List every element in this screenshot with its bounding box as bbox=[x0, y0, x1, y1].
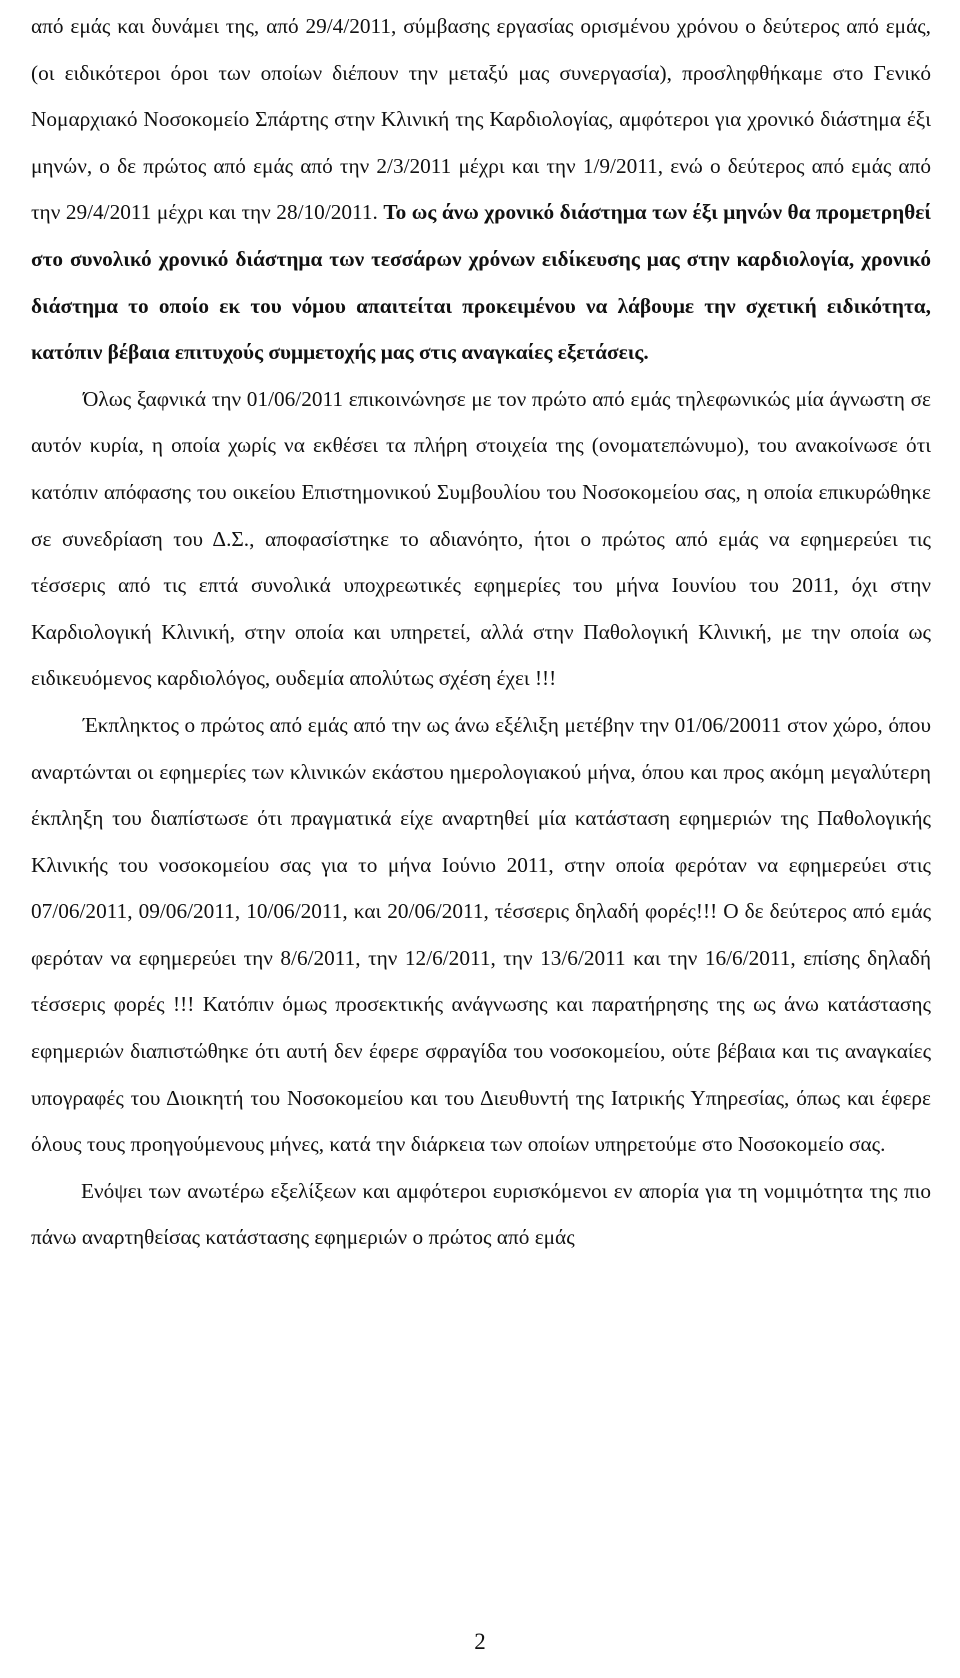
paragraph-4: Ενόψει των ανωτέρω εξελίξεων και αμφότεροι ευρισκόμενοι εν απορία για τη νομιμότητα της πιο πάνω αναρτηθείσας κατάστασης εφημεριών ο πρώτος από εμάς bbox=[31, 1178, 931, 1250]
paragraph-1-bold-text: Το ως άνω χρονικό διάστημα των έξι μηνών θα προμετρηθεί στο συνολικό χρονικό διάστημα των τεσσάρων χρόνων ειδίκευσης μας στην καρδιολογία, χρονικό διάστημα το οποίο εκ του νόμου απαιτείται προκειμένου να λάβουμε την σχετική ειδικότητα, κατόπιν βέβαια επιτυχούς συμμετοχής μας στις αναγκαίες εξετάσεις. bbox=[31, 200, 931, 365]
document-body bbox=[31, 3, 931, 1261]
paragraph-2: Όλως ξαφνικά την 01/06/2011 επικοινώνησε με τον πρώτο από εμάς τηλεφωνικώς μία άγνωστη σε αυτόν κυρία, η οποία χωρίς να εκθέσει τα πλήρη στοιχεία της (ονοματεπώνυμο), του ανακοίνωσε ότι κατόπιν απόφασης του οικείου Επιστημονικού Συμβουλίου του Νοσοκομείου σας, η οποία επικυρώθηκε σε συνεδρίαση του Δ.Σ., αποφασίστηκε το αδιανόητο, ήτοι ο πρώτος από εμάς να εφημερεύει τις τέσσερις από τις επτά συνολικά υποχρεωτικές εφημερίες του μήνα Ιουνίου του 2011, όχι στην Καρδιολογική Κλινική, στην οποία και υπηρετεί, αλλά στην Παθολογική Κλινική, με την οποία ως ειδικευόμενος καρδιολόγος, ουδεμία απολύτως σχέση έχει !!! bbox=[31, 386, 931, 691]
paragraph-1-normal-text: από εμάς και δυνάμει της, από 29/4/2011, σύμβασης εργασίας ορισμένου χρόνου ο δεύτερος από εμάς, (οι ειδικότεροι όροι των οποίων διέπουν την μεταξύ μας συνεργασία), προσληφθήκαμε στο Γενικό Νομαρχιακό Νοσοκομείο Σπάρτης στην Κλινική της Καρδιολογίας, αμφότεροι για χρονικό διάστημα έξι μηνών, ο δε πρώτος από εμάς από την 2/3/2011 μέχρι και την 1/9/2011, ενώ ο δεύτερος από εμάς από την 29/4/2011 μέχρι και την 28/10/2011. bbox=[31, 14, 931, 225]
paragraph-1 bbox=[31, 3, 931, 376]
page-number: 2 bbox=[474, 1629, 486, 1654]
paragraph-3: Έκπληκτος ο πρώτος από εμάς από την ως άνω εξέλιξη μετέβην την 01/06/20011 στον χώρο, όπου αναρτώνται οι εφημερίες των κλινικών εκάστου ημερολογιακού μήνα, όπου και προς ακόμη μεγαλύτερη έκπληξη του διαπίστωσε ότι πραγματικά είχε αναρτηθεί μία κατάσταση εφημεριών της Παθολογικής Κλινικής του νοσοκομείου σας για το μήνα Ιούνιο 2011, στην οποία φερόταν να εφημερεύει στις 07/06/2011, 09/06/2011, 10/06/2011, και 20/06/2011, τέσσερις δηλαδή φορές!!! Ο δε δεύτερος από εμάς φερόταν να εφημερεύει την 8/6/2011, την 12/6/2011, την 13/6/2011 και την 16/6/2011, επίσης δηλαδή τέσσερις φορές !!! Κατόπιν όμως προσεκτικής ανάγνωσης και παρατήρησης της ως άνω κατάστασης εφημεριών διαπιστώθηκε ότι αυτή δεν έφερε σφραγίδα του νοσοκομείου, ούτε βέβαια και τις αναγκαίες υπογραφές του Διοικητή του Νοσοκομείου και του Διευθυντή της Ιατρικής Υπηρεσίας, όπως και έφερε όλους τους προηγούμενους μήνες, κατά την διάρκεια των οποίων υπηρετούμε στο Νοσοκομείο σας. bbox=[31, 712, 931, 1157]
